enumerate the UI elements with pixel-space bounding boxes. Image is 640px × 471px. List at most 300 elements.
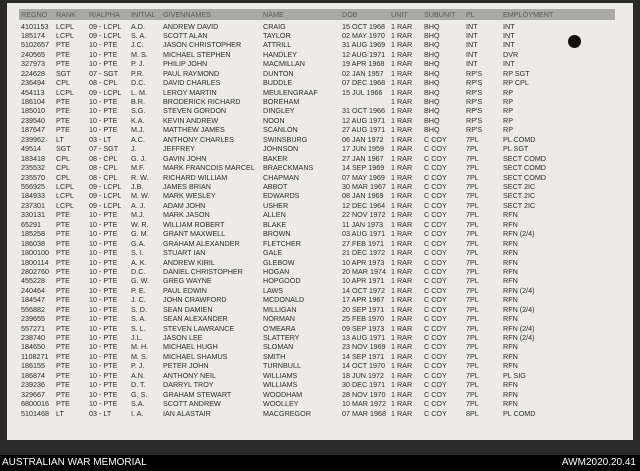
cell-employment: INT <box>503 30 515 40</box>
cell-r-alpha: 09 - LCPL <box>89 30 122 40</box>
cell-rank: PTE <box>56 333 70 343</box>
cell-pl: INT <box>466 30 478 40</box>
cell-pl: 7PL <box>466 333 479 343</box>
cell-name: TURNBULL <box>263 361 301 371</box>
cell-givennames: GRAHAM ALEXANDER <box>163 238 240 248</box>
cell-givennames: MARK FRANCOIS MARCEL <box>163 163 255 173</box>
cell-initial: M. H. <box>131 342 149 352</box>
cell-subunit: C COY <box>424 314 447 324</box>
cell-givennames: DAVID CHARLES <box>163 78 221 88</box>
cell-pl: 7PL <box>466 191 479 201</box>
cell-givennames: ANDREW DAVID <box>163 21 219 31</box>
cell-rank: PTE <box>56 389 70 399</box>
cell-r-alpha: 10 - PTE <box>89 49 118 59</box>
cell-r-alpha: 10 - PTE <box>89 333 118 343</box>
cell-dob: 07 MAR 1968 <box>342 408 386 418</box>
cell-r-alpha: 10 - PTE <box>89 248 118 258</box>
cell-name: CRAIG <box>263 21 286 31</box>
cell-givennames: JASON LEE <box>163 333 203 343</box>
cell-name: ATTRILL <box>263 40 292 50</box>
cell-unit: 1 RAR <box>391 408 413 418</box>
cell-givennames: GRANT MAXWELL <box>163 229 226 239</box>
cell-rank: PTE <box>56 248 70 258</box>
cell-rank: PTE <box>56 125 70 135</box>
cell-unit: 1 RAR <box>391 21 413 31</box>
cell-givennames: GAVIN JOHN <box>163 153 207 163</box>
cell-name: JOHNSON <box>263 144 299 154</box>
cell-regno: 1800100 <box>21 248 49 258</box>
cell-r-alpha: 10 - PTE <box>89 238 118 248</box>
cell-name: WOODHAM <box>263 389 303 399</box>
cell-pl: 7PL <box>466 238 479 248</box>
cell-name: ALLEN <box>263 210 286 220</box>
cell-initial: A.C. <box>131 134 145 144</box>
cell-pl: 7PL <box>466 144 479 154</box>
cell-subunit: C COY <box>424 134 447 144</box>
cell-employment: RFN <box>503 314 518 324</box>
cell-name: MCDONALD <box>263 295 305 305</box>
cell-regno: 455228 <box>21 276 45 286</box>
cell-givennames: MICHAEL SHAMUS <box>163 351 228 361</box>
cell-regno: 235532 <box>21 163 45 173</box>
cell-rank: PTE <box>56 351 70 361</box>
cell-pl: RP'S <box>466 115 483 125</box>
cell-pl: INT <box>466 59 478 69</box>
cell-dob: 14 OCT 1972 <box>342 285 386 295</box>
cell-initial: G. W. <box>131 276 149 286</box>
cell-r-alpha: 10 - PTE <box>89 285 118 295</box>
cell-regno: 224628 <box>21 68 45 78</box>
cell-r-alpha: 10 - PTE <box>89 115 118 125</box>
cell-pl: 7PL <box>466 389 479 399</box>
cell-employment: RFN <box>503 257 518 267</box>
cell-r-alpha: 10 - PTE <box>89 106 118 116</box>
cell-unit: 1 RAR <box>391 333 413 343</box>
cell-unit: 1 RAR <box>391 68 413 78</box>
cell-initial: J. <box>131 144 137 154</box>
cell-unit: 1 RAR <box>391 380 413 390</box>
header-regno: REGNO <box>21 10 48 19</box>
cell-name: O'MEARA <box>263 323 296 333</box>
cell-r-alpha: 09 - LCPL <box>89 200 122 210</box>
cell-rank: PTE <box>56 361 70 371</box>
header-rank: RANK <box>56 10 76 19</box>
cell-initial: P. E. <box>131 285 146 295</box>
cell-rank: PTE <box>56 266 70 276</box>
cell-initial: J. C. <box>131 295 146 305</box>
cell-unit: 1 RAR <box>391 351 413 361</box>
cell-regno: 1108271 <box>21 351 49 361</box>
cell-r-alpha: 03 - LT <box>89 408 112 418</box>
cell-employment: RFN <box>503 238 518 248</box>
cell-initial: D. T. <box>131 380 146 390</box>
cell-rank: LCPL <box>56 200 74 210</box>
cell-name: SLATTERY <box>263 333 300 343</box>
footer-reference: AWM2020.20.41 <box>561 457 636 468</box>
cell-r-alpha: 10 - PTE <box>89 219 118 229</box>
cell-r-alpha: 10 - PTE <box>89 229 118 239</box>
cell-name: NOON <box>263 115 285 125</box>
cell-regno: 184547 <box>21 295 45 305</box>
cell-subunit: C COY <box>424 144 447 154</box>
cell-unit: 1 RAR <box>391 200 413 210</box>
cell-unit: 1 RAR <box>391 295 413 305</box>
header-name: NAME <box>263 10 284 19</box>
cell-employment: RFN (2/4) <box>503 333 535 343</box>
cell-initial: G. J. <box>131 153 147 163</box>
cell-initial: A.D. <box>131 21 145 31</box>
cell-r-alpha: 08 - CPL <box>89 163 118 173</box>
cell-rank: LCPL <box>56 21 74 31</box>
cell-unit: 1 RAR <box>391 87 413 97</box>
cell-pl: 7PL <box>466 229 479 239</box>
cell-r-alpha: 10 - PTE <box>89 257 118 267</box>
cell-unit: 1 RAR <box>391 210 413 220</box>
cell-employment: RFN <box>503 295 518 305</box>
cell-regno: 240464 <box>21 285 45 295</box>
cell-rank: PTE <box>56 380 70 390</box>
cell-unit: 1 RAR <box>391 153 413 163</box>
cell-subunit: BHQ <box>424 87 440 97</box>
cell-pl: 7PL <box>466 257 479 267</box>
cell-regno: 237301 <box>21 200 45 210</box>
cell-pl: RP'S <box>466 68 483 78</box>
cell-initial: J.B. <box>131 181 144 191</box>
cell-rank: LT <box>56 134 64 144</box>
cell-givennames: IAN ALASTAIR <box>163 408 211 418</box>
cell-dob: 14 OCT 1970 <box>342 361 386 371</box>
cell-dob: 09 SEP 1973 <box>342 323 385 333</box>
cell-givennames: JASON CHRISTOPHER <box>163 40 242 50</box>
cell-regno: 556882 <box>21 304 45 314</box>
cell-unit: 1 RAR <box>391 49 413 59</box>
cell-r-alpha: 10 - PTE <box>89 380 118 390</box>
cell-dob: 19 APR 1968 <box>342 59 385 69</box>
cell-regno: 236494 <box>21 78 45 88</box>
cell-givennames: RICHARD WILLIAM <box>163 172 228 182</box>
cell-unit: 1 RAR <box>391 125 413 135</box>
cell-subunit: BHQ <box>424 49 440 59</box>
cell-pl: 7PL <box>466 342 479 352</box>
cell-dob: 13 AUG 1971 <box>342 333 386 343</box>
cell-regno: 49514 <box>21 144 41 154</box>
cell-rank: LCPL <box>56 181 74 191</box>
cell-subunit: C COY <box>424 163 447 173</box>
cell-rank: PTE <box>56 276 70 286</box>
cell-regno: 2802760 <box>21 266 49 276</box>
cell-unit: 1 RAR <box>391 115 413 125</box>
cell-subunit: BHQ <box>424 21 440 31</box>
cell-initial: M.F. <box>131 163 145 173</box>
cell-name: NORMAN <box>263 314 295 324</box>
cell-initial: G.A. <box>131 238 146 248</box>
cell-subunit: BHQ <box>424 125 440 135</box>
cell-regno: 454113 <box>21 87 45 97</box>
cell-pl: 7PL <box>466 314 479 324</box>
cell-subunit: C COY <box>424 153 447 163</box>
cell-pl: 7PL <box>466 172 479 182</box>
cell-employment: RFN <box>503 248 518 258</box>
cell-unit: 1 RAR <box>391 191 413 201</box>
cell-givennames: ADAM JOHN <box>163 200 206 210</box>
cell-employment: RFN (2/4) <box>503 304 535 314</box>
cell-name: SLOMAN <box>263 342 294 352</box>
cell-dob: 31 OCT 1966 <box>342 106 386 116</box>
cell-name: HANDLEY <box>263 49 297 59</box>
cell-dob: 12 AUG 1971 <box>342 49 386 59</box>
cell-rank: PTE <box>56 342 70 352</box>
cell-rank: PTE <box>56 59 70 69</box>
cell-r-alpha: 08 - CPL <box>89 153 118 163</box>
cell-givennames: ANDREW KIRIL <box>163 257 215 267</box>
cell-unit: 1 RAR <box>391 304 413 314</box>
cell-name: SWINSBURG <box>263 134 308 144</box>
cell-unit: 1 RAR <box>391 163 413 173</box>
cell-initial: S. I. <box>131 248 144 258</box>
cell-givennames: DARRYL TROY <box>163 380 214 390</box>
cell-pl: 7PL <box>466 200 479 210</box>
cell-subunit: C COY <box>424 266 447 276</box>
cell-rank: LT <box>56 408 64 418</box>
header-r-alpha: R/ALPHA <box>89 10 120 19</box>
cell-rank: CPL <box>56 163 70 173</box>
cell-dob: 14 SEP 1969 <box>342 163 385 173</box>
cell-regno: 187647 <box>21 125 45 135</box>
cell-pl: 7PL <box>466 304 479 314</box>
cell-givennames: WILLIAM ROBERT <box>163 219 225 229</box>
cell-r-alpha: 07 - SGT <box>89 68 119 78</box>
cell-unit: 1 RAR <box>391 78 413 88</box>
header-employment: EMPLOYMENT <box>503 10 554 19</box>
cell-employment: RFN (2/4) <box>503 285 535 295</box>
cell-givennames: MICHAEL STEPHEN <box>163 49 231 59</box>
cell-employment: RFN (2/4) <box>503 323 535 333</box>
cell-dob: 17 JUN 1959 <box>342 144 384 154</box>
cell-givennames: SCOTT ALAN <box>163 30 208 40</box>
cell-initial: S.G. <box>131 106 146 116</box>
cell-r-alpha: 10 - PTE <box>89 361 118 371</box>
cell-initial: M.J. <box>131 125 145 135</box>
cell-name: BAKER <box>263 153 288 163</box>
cell-name: GALE <box>263 248 283 258</box>
cell-subunit: C COY <box>424 351 447 361</box>
cell-initial: P. J. <box>131 59 145 69</box>
cell-name: CHAPMAN <box>263 172 299 182</box>
cell-givennames: LEROY MARTIN <box>163 87 217 97</box>
cell-unit: 1 RAR <box>391 370 413 380</box>
cell-employment: RFN <box>503 361 518 371</box>
cell-regno: 239540 <box>21 115 45 125</box>
cell-initial: L. M. <box>131 87 147 97</box>
cell-subunit: C COY <box>424 257 447 267</box>
cell-employment: RFN (2/4) <box>503 229 535 239</box>
cell-name: FLETCHER <box>263 238 301 248</box>
cell-subunit: BHQ <box>424 59 440 69</box>
cell-r-alpha: 10 - PTE <box>89 399 118 409</box>
cell-unit: 1 RAR <box>391 97 413 107</box>
cell-regno: 4101153 <box>21 21 49 31</box>
cell-dob: 11 JAN 1973 <box>342 219 384 229</box>
cell-regno: 5102657 <box>21 40 49 50</box>
cell-subunit: C COY <box>424 399 447 409</box>
cell-subunit: BHQ <box>424 106 440 116</box>
cell-subunit: C COY <box>424 200 447 210</box>
cell-r-alpha: 10 - PTE <box>89 342 118 352</box>
cell-subunit: C COY <box>424 342 447 352</box>
cell-givennames: GRAHAM STEWART <box>163 389 232 399</box>
cell-employment: RP <box>503 115 513 125</box>
cell-unit: 1 RAR <box>391 172 413 182</box>
cell-r-alpha: 10 - PTE <box>89 314 118 324</box>
cell-dob: 07 DEC 1968 <box>342 78 386 88</box>
cell-dob: 30 MAR 1967 <box>342 181 386 191</box>
cell-pl: 7PL <box>466 295 479 305</box>
cell-pl: 7PL <box>466 323 479 333</box>
cell-name: MEULENGRAAF <box>263 87 318 97</box>
cell-unit: 1 RAR <box>391 361 413 371</box>
cell-regno: 239655 <box>21 314 45 324</box>
cell-initial: P. J. <box>131 361 145 371</box>
cell-rank: PTE <box>56 257 70 267</box>
cell-dob: 22 NOV 1972 <box>342 210 386 220</box>
cell-employment: INT <box>503 40 515 50</box>
cell-r-alpha: 08 - CPL <box>89 78 118 88</box>
cell-rank: LCPL <box>56 191 74 201</box>
cell-subunit: BHQ <box>424 97 440 107</box>
cell-subunit: C COY <box>424 304 447 314</box>
cell-employment: INT <box>503 21 515 31</box>
cell-rank: PTE <box>56 314 70 324</box>
cell-subunit: C COY <box>424 172 447 182</box>
cell-r-alpha: 09 - LCPL <box>89 191 122 201</box>
cell-pl: 7PL <box>466 153 479 163</box>
cell-subunit: C COY <box>424 323 447 333</box>
cell-rank: PTE <box>56 285 70 295</box>
cell-name: DUNTON <box>263 68 294 78</box>
cell-dob: 10 APR 1971 <box>342 276 385 286</box>
cell-givennames: PETER JOHN <box>163 361 209 371</box>
cell-givennames: PHILIP JOHN <box>163 59 208 69</box>
cell-subunit: C COY <box>424 181 447 191</box>
cell-initial: D.C. <box>131 78 146 88</box>
cell-regno: 239236 <box>21 380 45 390</box>
cell-rank: PTE <box>56 115 70 125</box>
cell-unit: 1 RAR <box>391 229 413 239</box>
cell-givennames: SEAN ALEXANDER <box>163 314 228 324</box>
cell-initial: M.J. <box>131 210 145 220</box>
cell-r-alpha: 10 - PTE <box>89 295 118 305</box>
cell-pl: 7PL <box>466 210 479 220</box>
cell-dob: 07 MAY 1969 <box>342 172 385 182</box>
cell-r-alpha: 10 - PTE <box>89 276 118 286</box>
cell-givennames: STEVEN LAWRANCE <box>163 323 235 333</box>
cell-rank: PTE <box>56 229 70 239</box>
cell-rank: PTE <box>56 210 70 220</box>
cell-r-alpha: 10 - PTE <box>89 351 118 361</box>
cell-subunit: C COY <box>424 370 447 380</box>
cell-r-alpha: 07 - SGT <box>89 144 119 154</box>
cell-pl: 7PL <box>466 361 479 371</box>
cell-regno: 330131 <box>21 210 45 220</box>
cell-rank: CPL <box>56 172 70 182</box>
cell-unit: 1 RAR <box>391 238 413 248</box>
cell-rank: PTE <box>56 238 70 248</box>
cell-pl: 7PL <box>466 351 479 361</box>
cell-employment: PL SGT <box>503 144 529 154</box>
cell-employment: RFN <box>503 351 518 361</box>
cell-employment: INT <box>503 59 515 69</box>
cell-givennames: STEVEN GORDON <box>163 106 227 116</box>
cell-dob: 23 NOV 1969 <box>342 342 386 352</box>
cell-givennames: SCOTT ANDREW <box>163 399 221 409</box>
cell-rank: PTE <box>56 295 70 305</box>
cell-regno: 1800114 <box>21 257 49 267</box>
cell-initial: D.C. <box>131 266 146 276</box>
cell-givennames: JAMES BRIAN <box>163 181 211 191</box>
header-unit: UNIT <box>391 10 408 19</box>
cell-r-alpha: 10 - PTE <box>89 40 118 50</box>
cell-unit: 1 RAR <box>391 134 413 144</box>
cell-name: MACGREGOR <box>263 408 311 418</box>
cell-name: BLAKE <box>263 219 287 229</box>
cell-givennames: KEVIN ANDREW <box>163 115 219 125</box>
cell-r-alpha: 10 - PTE <box>89 370 118 380</box>
cell-dob: 21 DEC 1972 <box>342 248 386 258</box>
cell-givennames: DANIEL CHRISTOPHER <box>163 266 243 276</box>
cell-dob: 02 MAY 1970 <box>342 30 385 40</box>
cell-regno: 185258 <box>21 229 45 239</box>
cell-name: WILLIAMS <box>263 380 298 390</box>
cell-rank: LCPL <box>56 87 74 97</box>
cell-unit: 1 RAR <box>391 257 413 267</box>
cell-unit: 1 RAR <box>391 59 413 69</box>
cell-name: GLEBOW <box>263 257 295 267</box>
cell-initial: G. S. <box>131 389 148 399</box>
cell-name: ABBOT <box>263 181 288 191</box>
cell-regno: 239962 <box>21 134 45 144</box>
cell-r-alpha: 10 - PTE <box>89 97 118 107</box>
cell-givennames: PAUL EDWIN <box>163 285 207 295</box>
cell-pl: 7PL <box>466 134 479 144</box>
cell-unit: 1 RAR <box>391 266 413 276</box>
cell-regno: 185010 <box>21 106 45 116</box>
cell-dob: 14 SEP 1971 <box>342 351 385 361</box>
cell-dob: 03 AUG 1971 <box>342 229 386 239</box>
cell-pl: 7PL <box>466 276 479 286</box>
cell-givennames: PAUL RAYMOND <box>163 68 220 78</box>
cell-dob: 27 AUG 1971 <box>342 125 386 135</box>
cell-dob: 12 AUG 1971 <box>342 115 386 125</box>
cell-name: MILLIGAN <box>263 304 297 314</box>
cell-pl: 7PL <box>466 163 479 173</box>
cell-employment: SECT 2IC <box>503 191 536 201</box>
cell-name: SMITH <box>263 351 286 361</box>
cell-pl: 7PL <box>466 370 479 380</box>
cell-subunit: C COY <box>424 285 447 295</box>
cell-rank: PTE <box>56 323 70 333</box>
cell-regno: 183418 <box>21 153 45 163</box>
cell-givennames: STUART IAN <box>163 248 206 258</box>
cell-r-alpha: 10 - PTE <box>89 304 118 314</box>
cell-dob: 15 OCT 1968 <box>342 21 386 31</box>
cell-pl: RP'S <box>466 97 483 107</box>
cell-givennames: MATTHEW JAMES <box>163 125 225 135</box>
cell-regno: 556925 <box>21 181 45 191</box>
cell-regno: 329667 <box>21 389 45 399</box>
cell-employment: SECT 2IC <box>503 181 536 191</box>
punch-hole <box>568 35 581 48</box>
cell-regno: 557271 <box>21 323 45 333</box>
